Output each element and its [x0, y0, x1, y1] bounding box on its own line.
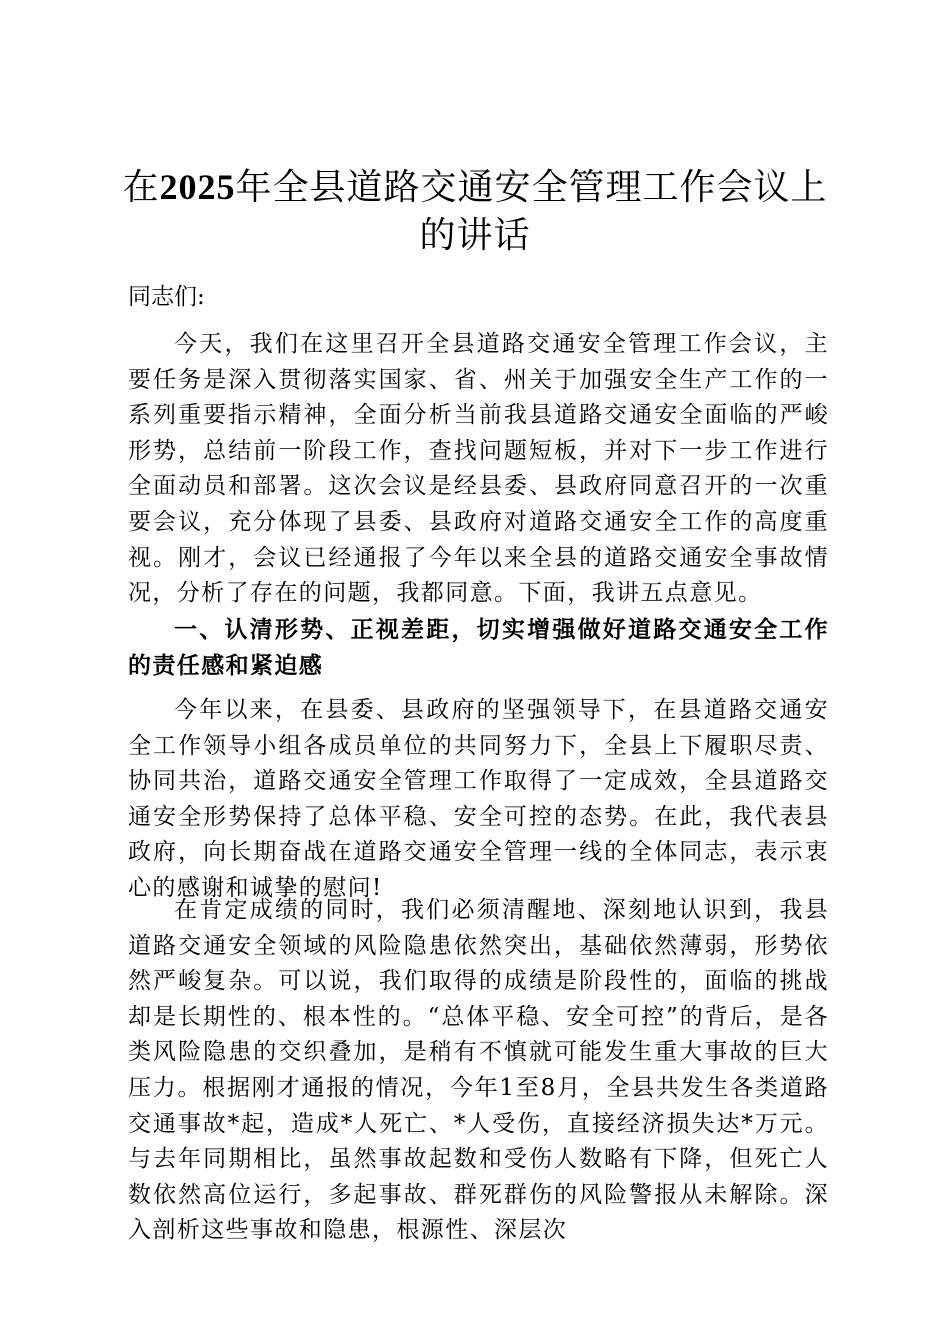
section-1-paragraph-1: 今年以来，在县委、县政府的坚强领导下，在县道路交通安全工作领导小组各成员单位的共同努力下，全县上下履职尽责、协同共治，道路交通安全管理工作取得了一定成效，全县道路交通安全形势保持了总体平稳、安全可控的态势。在此，我代表县政府，向长期奋战在道路交通安全管理一线的全体同志，表示衷心的感谢和诚挚的慰问! — [128, 697, 829, 901]
document-title — [120, 163, 830, 260]
title-suffix: 年全县道路交通安全管理工作会议上的讲话 — [235, 167, 828, 256]
salutation: 同志们: — [128, 284, 205, 310]
intro-paragraph: 今天，我们在这里召开全县道路交通安全管理工作会议，主要任务是深入贯彻落实国家、省、州关于加强安全生产工作的一系列重要指示精神，全面分析当前我县道路交通安全面临的严峻形势，总结前一阶段工作，查找问题短板，并对下一步工作进行全面动员和部署。这次会议是经县委、县政府同意召开的一次重要会议，充分体现了县委、县政府对道路交通安全工作的高度重视。刚才，会议已经通报了今年以来全县的道路交通安全事故情况，分析了存在的问题，我都同意。下面，我讲五点意见。 — [128, 331, 829, 607]
title-prefix: 在 — [122, 167, 160, 208]
section-1-paragraph-2: 在肯定成绩的同时，我们必须清醒地、深刻地认识到，我县道路交通安全领域的风险隐患依然突出，基础依然薄弱，形势依然严峻复杂。可以说，我们取得的成绩是阶段性的，面临的挑战却是长期性的、根本性的。“总体平稳、安全可控”的背后，是各类风险隐患的交织叠加，是稍有不慎就可能发生重大事故的巨大压力。根据刚才通报的情况，今年1至8月，全县共发生各类道路交通事故*起，造成*人死亡、*人受伤，直接经济损失达*万元。与去年同期相比，虽然事故起数和受伤人数略有下降，但死亡人数依然高位运行，多起事故、群死群伤的风险警报从未解除。深入剖析这些事故和隐患，根源性、深层次 — [128, 897, 829, 1244]
section-heading-1: 一、认清形势、正视差距，切实增强做好道路交通安全工作的责任感和紧迫感 — [128, 617, 829, 679]
title-year: 2025 — [159, 167, 236, 207]
